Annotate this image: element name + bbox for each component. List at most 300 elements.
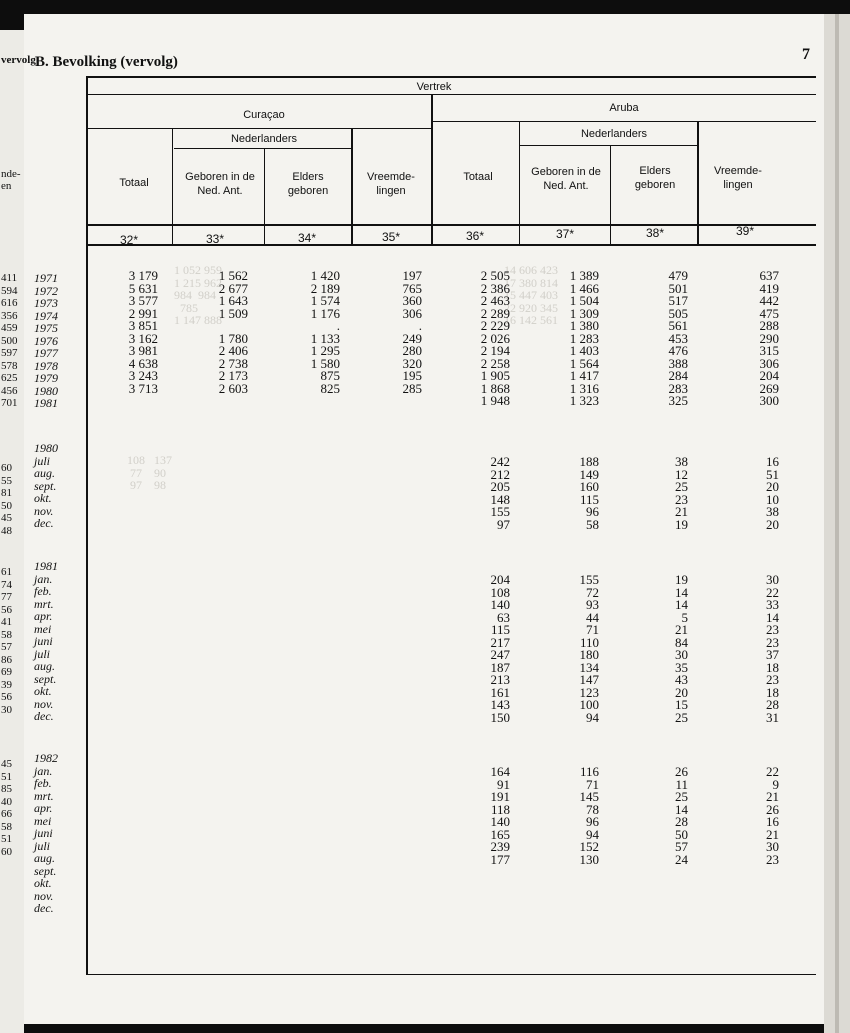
table-cell: 197	[402, 268, 422, 283]
data-column-c38	[608, 574, 688, 724]
table-cell: 21	[766, 826, 779, 842]
data-column-c36	[430, 766, 510, 866]
table-cell: 2 173	[218, 368, 248, 383]
table-cell: 1 176	[310, 305, 340, 321]
vrule-curacao-aruba	[431, 94, 433, 244]
strip-number: 60	[1, 462, 12, 474]
table-cell: 3 162	[128, 330, 158, 346]
data-column-c39	[699, 574, 779, 724]
table-cell: 20	[766, 516, 779, 532]
header-geboren-curacao: Geboren in de Ned. Ant.	[185, 171, 255, 197]
row-labels-1982: 1982 jan. feb. mrt. apr. mei juni juli aug. sept. okt. nov. dec.	[34, 751, 58, 915]
table-cell: 23	[766, 634, 779, 650]
table-cell: 10	[766, 491, 779, 507]
column-number: 39*	[736, 224, 755, 238]
rule-below-nederlanders-c	[174, 148, 352, 149]
table-cell: 155	[490, 504, 510, 519]
column-number: 32*	[120, 233, 139, 247]
table-cell: 51	[766, 466, 779, 482]
table-cell: 2 603	[218, 380, 248, 396]
table-cell: 1 403	[569, 343, 599, 358]
table-cell: 825	[320, 380, 340, 396]
table-cell: 26	[675, 764, 688, 779]
table-cell	[260, 395, 340, 408]
table-cell: 1 316	[569, 380, 599, 396]
strip-number: 597	[1, 347, 18, 359]
page-number: 7	[802, 46, 810, 63]
strip-number: 500	[1, 334, 18, 347]
table-cell: 9	[772, 776, 779, 792]
table-cell: 123	[579, 684, 599, 700]
data-column-c34	[260, 270, 340, 408]
table-cell: 164	[490, 764, 510, 779]
table-cell: 3 179	[128, 268, 158, 283]
table-cell: 152	[579, 839, 599, 854]
strip-number: 58	[1, 820, 12, 833]
data-column-c38	[608, 270, 688, 408]
table-cell: 149	[579, 466, 599, 482]
header-vreemd-aruba: Vreemde- lingen	[714, 165, 762, 191]
strip-number: 66	[1, 808, 12, 820]
table-cell: 2 289	[480, 305, 510, 321]
table-cell: 204	[759, 368, 779, 383]
table-cell: 115	[490, 622, 510, 637]
table-cell: 284	[668, 368, 688, 383]
table-cell: 148	[490, 491, 510, 507]
table-cell: 145	[579, 789, 599, 804]
table-cell: 2 677	[218, 280, 248, 296]
data-column-c36	[430, 270, 510, 408]
strip-number: 616	[1, 297, 18, 309]
row-labels-1980: 1980 juli aug. sept. okt. nov. dec.	[34, 441, 58, 530]
strip-header: vervolg	[1, 54, 36, 66]
table-cell: 21	[675, 504, 688, 519]
table-cell: 453	[668, 330, 688, 346]
strip-number: 58	[1, 628, 12, 641]
table-cell: 561	[668, 318, 688, 333]
strip-number: 69	[1, 666, 12, 678]
table-cell: 320	[402, 355, 422, 371]
data-column-c38	[608, 766, 688, 866]
table-cell: 20	[675, 684, 688, 700]
table-cell: 1 309	[569, 305, 599, 321]
table-cell: 1 948	[480, 393, 510, 408]
strip-number: 50	[1, 499, 12, 512]
right-page-edge-line	[835, 14, 839, 1033]
table-cell: 280	[402, 343, 422, 358]
table-cell: 25	[675, 479, 688, 494]
strip-number: 51	[1, 770, 12, 783]
table-cell: 155	[579, 572, 599, 587]
strip-number: 625	[1, 372, 18, 384]
strip-number: 81	[1, 487, 12, 499]
table-cell: 1 466	[569, 280, 599, 296]
table-cell: 12	[675, 466, 688, 482]
table-cell: 213	[490, 672, 510, 687]
table-cell: 2 026	[480, 330, 510, 346]
data-column-c32	[78, 270, 158, 408]
table-cell: 143	[490, 697, 510, 712]
table-cell: 25	[675, 789, 688, 804]
previous-page-edge	[0, 30, 36, 1033]
page-title: B. Bevolking (vervolg)	[35, 54, 178, 70]
table-cell: 165	[490, 826, 510, 842]
table-cell: 2 189	[310, 280, 340, 296]
table-cell: 37	[766, 647, 779, 662]
table-cell: 501	[668, 280, 688, 296]
document-page	[24, 14, 824, 1024]
table-cell: 1 295	[310, 343, 340, 358]
table-cell: 19	[675, 572, 688, 587]
column-number: 34*	[298, 231, 317, 245]
table-cell: 14	[766, 609, 779, 625]
table-cell: 2 738	[218, 355, 248, 371]
table-cell	[78, 395, 158, 408]
column-number: 35*	[382, 230, 401, 244]
strip-number: nde-	[1, 168, 21, 180]
table-cell: 93	[586, 597, 599, 612]
table-cell: 475	[759, 305, 779, 321]
strip-number: 578	[1, 359, 18, 372]
data-column-c35	[342, 270, 422, 408]
table-cell: 188	[579, 454, 599, 469]
table-cell: 2 386	[480, 280, 510, 296]
table-cell: 360	[402, 293, 422, 308]
vrule-5	[519, 121, 520, 244]
table-cell: 30	[675, 647, 688, 662]
table-cell: 19	[675, 516, 688, 532]
data-column-c37	[519, 766, 599, 866]
header-curacao: Curaçao	[243, 109, 285, 121]
table-cell: 247	[490, 647, 510, 662]
table-cell: 419	[759, 280, 779, 296]
rule-above-colnums	[86, 224, 816, 226]
table-cell: 637	[759, 268, 779, 283]
table-cell: 11	[675, 776, 688, 792]
table-cell: 1 283	[569, 330, 599, 346]
rule-below-vertrek	[86, 94, 816, 95]
table-cell: 26	[766, 801, 779, 817]
table-cell: 28	[766, 697, 779, 712]
strip-number: 459	[1, 322, 18, 334]
table-cell: 23	[766, 851, 779, 867]
table-cell: 118	[490, 801, 510, 817]
table-cell: 3 243	[128, 368, 158, 383]
table-cell: 249	[402, 330, 422, 346]
table-cell: 2 991	[128, 305, 158, 321]
table-cell: .	[418, 318, 422, 333]
table-cell: 23	[766, 622, 779, 637]
header-elders-aruba: Elders geboren	[634, 165, 676, 191]
table-cell: 1 780	[218, 330, 248, 346]
table-cell: 94	[586, 709, 599, 725]
table-cell: 140	[490, 597, 510, 612]
table-cell: 33	[766, 597, 779, 612]
table-cell: 1 389	[569, 268, 599, 283]
table-cell: 442	[759, 293, 779, 308]
rule-below-curacao	[86, 128, 431, 129]
table-cell: 72	[586, 584, 599, 600]
table-cell: 58	[586, 516, 599, 532]
table-cell: 1 417	[569, 368, 599, 383]
rule-below-aruba	[432, 121, 816, 122]
rule-below-colnums	[86, 244, 816, 246]
table-cell: 18	[766, 659, 779, 675]
table-cell: 2 406	[218, 343, 248, 358]
table-cell: 84	[675, 634, 688, 650]
header-nederlanders-curacao: Nederlanders	[230, 133, 298, 145]
show-through-text: 14 606 423 17 380 814 15 447 403 22 920 345 16 142 561	[504, 263, 558, 327]
table-cell: 2 258	[480, 355, 510, 371]
table-cell: 288	[759, 318, 779, 333]
table-cell: 205	[490, 479, 510, 494]
table-cell: 160	[579, 479, 599, 494]
data-column-c37	[519, 456, 599, 531]
table-cell: 875	[320, 368, 340, 383]
table-cell: 15	[675, 697, 688, 712]
table-cell: 505	[668, 305, 688, 321]
strip-number: 41	[1, 616, 12, 628]
row-labels-years: 1971 1972 1973 1974 1975 1976 1977 1978 1979 1980 1981	[34, 271, 58, 410]
table-cell: 239	[490, 839, 510, 854]
table-cell: 71	[586, 622, 599, 637]
table-cell: 22	[766, 584, 779, 600]
table-cell: 476	[668, 343, 688, 358]
table-cell: 315	[759, 343, 779, 358]
strip-number: 594	[1, 284, 18, 297]
data-column-c33	[168, 270, 248, 408]
table-cell: 96	[586, 814, 599, 829]
table-cell: 269	[759, 380, 779, 396]
table-cell: 517	[668, 293, 688, 308]
table-cell: 2 229	[480, 318, 510, 333]
table-cell: 285	[402, 380, 422, 396]
column-number: 38*	[646, 226, 665, 240]
data-column-c36	[430, 574, 510, 724]
strip-number: 30	[1, 703, 12, 716]
table-cell: 31	[766, 709, 779, 725]
header-vertrek: Vertrek	[416, 81, 452, 93]
table-cell: 18	[766, 684, 779, 700]
table-cell: 5	[681, 609, 688, 625]
table-cell: 1 323	[569, 393, 599, 408]
table-cell: 16	[766, 814, 779, 829]
table-cell: 1 905	[480, 368, 510, 383]
strip-number: en	[1, 180, 12, 192]
header-aruba: Aruba	[609, 102, 639, 114]
row-labels-1981: 1981 jan. feb. mrt. apr. mei juni juli aug. sept. okt. nov. dec.	[34, 559, 58, 723]
vrule-3	[351, 128, 353, 244]
data-column-c39	[699, 456, 779, 531]
table-cell: 14	[675, 597, 688, 612]
column-number: 37*	[556, 227, 575, 241]
table-cell: 140	[490, 814, 510, 829]
table-cell: 38	[766, 504, 779, 519]
table-cell: 150	[490, 709, 510, 725]
vrule-1	[172, 128, 173, 244]
strip-number: 701	[1, 397, 18, 409]
table-cell: 765	[402, 280, 422, 296]
table-cell: 3 713	[128, 380, 158, 396]
table-cell: 30	[766, 572, 779, 587]
table-cell: 50	[675, 826, 688, 842]
table-cell: 1 509	[218, 305, 248, 321]
header-totaal-aruba: Totaal	[463, 171, 493, 183]
table-cell: 2 463	[480, 293, 510, 308]
header-elders-curacao: Elders geboren	[287, 171, 329, 197]
table-cell: 94	[586, 826, 599, 842]
strip-number: 60	[1, 845, 12, 858]
table-cell: 100	[579, 697, 599, 712]
table-cell: 20	[766, 479, 779, 494]
table-bottom-rule	[86, 974, 816, 975]
table-cell: 212	[490, 466, 510, 482]
table-cell: 23	[675, 491, 688, 507]
data-column-c36	[430, 456, 510, 531]
table-top-rule	[86, 76, 816, 78]
data-column-c39	[699, 766, 779, 866]
table-cell: 1 643	[218, 293, 248, 308]
rule-below-nederlanders-a	[520, 145, 698, 146]
strip-number: 39	[1, 678, 12, 691]
table-cell: 306	[402, 305, 422, 321]
table-cell: 38	[675, 454, 688, 469]
table-cell: 147	[579, 672, 599, 687]
table-cell: 3 577	[128, 293, 158, 308]
table-cell	[342, 395, 422, 408]
table-cell: 1 420	[310, 268, 340, 283]
strip-number: 56	[1, 691, 12, 703]
show-through-text: 1 052 959 1 215 962 984 984 785 1 147 888	[174, 263, 222, 327]
strip-number: 48	[1, 524, 12, 537]
strip-number: 77	[1, 591, 12, 603]
table-cell: 283	[668, 380, 688, 396]
vrule-6	[610, 145, 611, 244]
table-cell: 116	[579, 764, 599, 779]
strip-number: 456	[1, 384, 18, 397]
strip-number: 86	[1, 653, 12, 666]
strip-number: 45	[1, 512, 12, 524]
table-cell: 130	[579, 851, 599, 867]
vrule-7	[697, 121, 699, 244]
table-cell: 78	[586, 801, 599, 817]
table-cell: 3 981	[128, 343, 158, 358]
header-vreemd-curacao: Vreemde- lingen	[367, 171, 415, 197]
strip-number: 356	[1, 309, 18, 322]
table-cell	[168, 395, 248, 408]
vrule-2	[264, 148, 265, 244]
data-column-c37	[519, 270, 599, 408]
table-left-rule	[86, 76, 88, 974]
table-cell: 242	[490, 454, 510, 469]
strip-number: 40	[1, 795, 12, 808]
strip-number: 56	[1, 603, 12, 616]
column-number: 33*	[206, 232, 225, 246]
table-cell: 2 505	[480, 268, 510, 283]
table-cell: 71	[586, 776, 599, 792]
table-cell: 21	[766, 789, 779, 804]
table-cell: 1 504	[569, 293, 599, 308]
table-cell: 43	[675, 672, 688, 687]
table-cell: 161	[490, 684, 510, 700]
table-cell: 63	[497, 609, 510, 625]
strip-number: 85	[1, 783, 12, 795]
table-cell: 21	[675, 622, 688, 637]
table-cell: 134	[579, 659, 599, 675]
table-cell: 1 380	[569, 318, 599, 333]
table-cell: 2 194	[480, 343, 510, 358]
table-cell: 1 580	[310, 355, 340, 371]
data-column-c38	[608, 456, 688, 531]
table-cell: 290	[759, 330, 779, 346]
strip-number: 57	[1, 641, 12, 653]
table-cell: 14	[675, 584, 688, 600]
table-cell: 1 564	[569, 355, 599, 371]
table-cell: 325	[668, 393, 688, 408]
strip-number: 55	[1, 474, 12, 487]
data-column-c39	[699, 270, 779, 408]
header-geboren-aruba: Geboren in de Ned. Ant.	[531, 166, 601, 192]
table-cell: 191	[490, 789, 510, 804]
table-cell: 479	[668, 268, 688, 283]
table-cell: .	[336, 318, 340, 333]
table-cell: 110	[579, 634, 599, 650]
table-cell: 388	[668, 355, 688, 371]
table-cell: 23	[766, 672, 779, 687]
table-cell: 24	[675, 851, 688, 867]
table-cell: 306	[759, 355, 779, 371]
column-number: 36*	[466, 229, 485, 243]
table-cell: 1 133	[310, 330, 340, 346]
table-cell: 108	[490, 584, 510, 600]
header-totaal-curacao: Totaal	[119, 177, 149, 189]
table-cell: 3 851	[128, 318, 158, 333]
table-cell: 16	[766, 454, 779, 469]
table-cell: 96	[586, 504, 599, 519]
table-cell: 195	[402, 368, 422, 383]
table-cell: 91	[497, 776, 510, 792]
table-cell: 177	[490, 851, 510, 867]
strip-number: 45	[1, 758, 12, 770]
table-cell: 4 638	[128, 355, 158, 371]
table-cell: 1 868	[480, 380, 510, 396]
table-cell: 180	[579, 647, 599, 662]
table-cell: 300	[759, 393, 779, 408]
table-cell: 22	[766, 764, 779, 779]
table-cell: 204	[490, 572, 510, 587]
table-cell: 115	[579, 491, 599, 507]
table-cell: 30	[766, 839, 779, 854]
table-cell: 44	[586, 609, 599, 625]
table-cell: 187	[490, 659, 510, 675]
table-cell: 28	[675, 814, 688, 829]
table-cell: 1 562	[218, 268, 248, 283]
strip-number: 51	[1, 833, 12, 845]
table-cell: 5 631	[128, 280, 158, 296]
table-cell: 1 574	[310, 293, 340, 308]
strip-number: 411	[1, 272, 18, 284]
strip-number: 74	[1, 578, 12, 591]
table-cell: 35	[675, 659, 688, 675]
table-cell: 57	[675, 839, 688, 854]
show-through-text: 108 137 77 90 97 98	[124, 453, 172, 492]
header-nederlanders-aruba: Nederlanders	[580, 128, 648, 140]
data-column-c37	[519, 574, 599, 724]
table-cell: 25	[675, 709, 688, 725]
table-cell: 217	[490, 634, 510, 650]
strip-number: 61	[1, 566, 12, 578]
table-cell: 14	[675, 801, 688, 817]
